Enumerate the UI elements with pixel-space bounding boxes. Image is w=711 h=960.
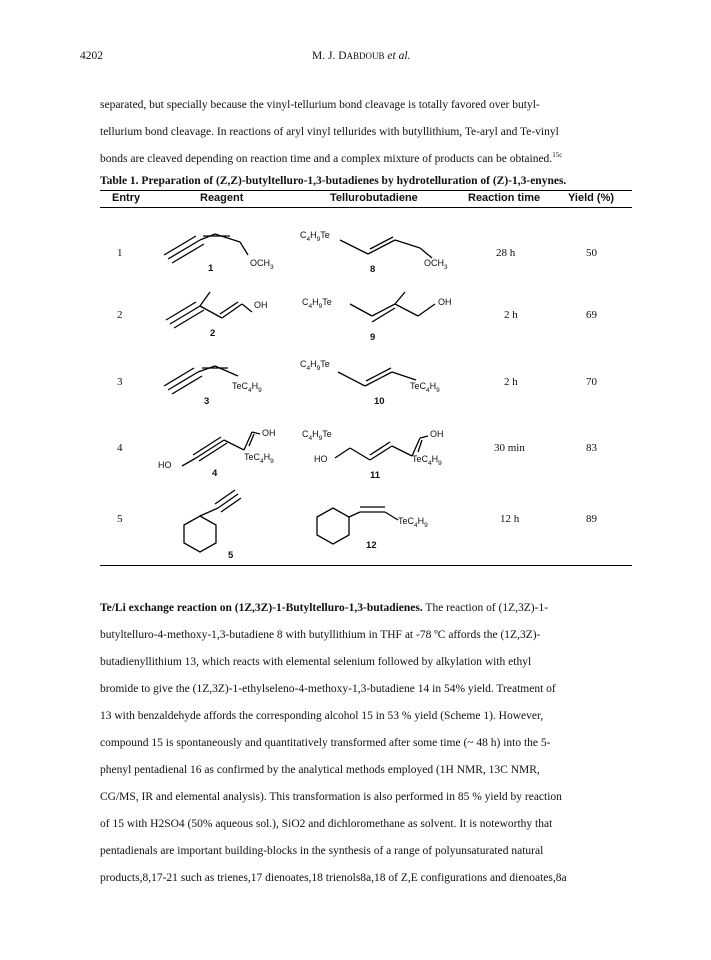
label-oh-reagent-2: OH <box>254 300 268 310</box>
label-tec4h9-product-12: $TeC_4H_9$ <box>398 516 428 529</box>
body-line-6: compound 15 is spontaneously and quantitatively transformed after some time (~ 48 h) into the 5- <box>100 737 551 749</box>
label-oh-product-9: OH <box>438 297 452 307</box>
intro-line-1: separated, but specially because the vinyl-tellurium bond cleavage is totally favored over butyl- <box>100 99 540 111</box>
label-och3-product-8: $OCH_3$ <box>424 258 448 271</box>
running-header-authors: M. J. DABDOUB et al. <box>312 50 411 62</box>
structure-product-12 <box>317 507 398 544</box>
row5-yield: 89 <box>586 513 597 525</box>
row1-entry: 1 <box>117 247 123 259</box>
structure-reagent-3 <box>164 366 238 394</box>
structure-reagent-5 <box>184 490 241 552</box>
compound-number-11: 11 <box>370 470 381 481</box>
body-line-1: Te/Li exchange reaction on (1Z,3Z)-1-Butyltelluro-1,3-butadienes. The reaction of (1Z,3Z)-1- <box>100 602 549 614</box>
header-tellurobutadiene: Tellurobutadiene <box>330 192 418 204</box>
row1-yield: 50 <box>586 247 597 259</box>
body-line-7: phenyl pentadienal 16 as confirmed by the analytical methods employed (1H NMR, 13C NMR, <box>100 764 540 776</box>
structure-product-10 <box>338 368 416 386</box>
row2-time: 2 h <box>504 309 518 321</box>
compound-number-10: 10 <box>374 396 385 407</box>
row1-time: 28 h <box>496 247 516 259</box>
label-tec4h9-product-11: $TeC_4H_9$ <box>412 454 442 467</box>
body-line-10: pentadienals are important building-blocks in the synthesis of a range of polyunsaturated natural <box>100 845 544 857</box>
compound-number-8: 8 <box>370 264 376 275</box>
compound-number-1: 1 <box>208 263 214 274</box>
compound-number-9: 9 <box>370 332 376 343</box>
compound-number-3: 3 <box>204 396 210 407</box>
label-tec4h9-reagent-3: $TeC_4H_9$ <box>232 381 262 394</box>
table-bottom-rule <box>100 565 632 566</box>
row4-entry: 4 <box>117 442 123 454</box>
intro-line-2: tellurium bond cleavage. In reactions of aryl vinyl tellurides with butyllithium, Te-aryl and Te-vinyl <box>100 126 559 138</box>
label-ho-reagent-4: HO <box>158 460 172 470</box>
row2-yield: 69 <box>586 309 597 321</box>
body-line-9: of 15 with H2SO4 (50% aqueous sol.), SiO2 and dichloromethane as solvent. It is noteworthy that <box>100 818 553 830</box>
intro-line-3: bonds are cleaved depending on reaction time and a complex mixture of products can be obtained.$^{15c}$ <box>100 151 563 165</box>
body-line-3: butadienyllithium 13, which reacts with elemental selenium followed by alkylation with ethyl <box>100 656 532 668</box>
body-line-11: products,8,17-21 such as trienes,17 dienoates,18 trienols8a,18 of Z,E configurations and dienoates,8a <box>100 872 567 884</box>
structure-reagent-1 <box>164 234 248 263</box>
row3-time: 2 h <box>504 376 518 388</box>
page-number: 4202 <box>80 50 103 62</box>
label-och3-reagent-1: $OCH_3$ <box>250 258 274 271</box>
row5-time: 12 h <box>500 513 520 525</box>
compound-number-5: 5 <box>228 550 234 561</box>
structure-product-8 <box>340 237 432 258</box>
compound-number-4: 4 <box>212 468 218 479</box>
label-c4h9te-product-8: $C_4H_9Te$ <box>300 230 330 243</box>
row5-entry: 5 <box>117 513 123 525</box>
structure-reagent-2 <box>166 292 252 328</box>
label-tec4h9-reagent-4: $TeC_4H_9$ <box>244 452 274 465</box>
row3-entry: 3 <box>117 376 123 388</box>
row2-entry: 2 <box>117 309 123 321</box>
body-line-8: CG/MS, IR and elemental analysis). This transformation is also performed in 85 % yield by reaction <box>100 791 562 803</box>
label-c4h9te-product-10: $C_4H_9Te$ <box>300 359 330 372</box>
structure-product-9 <box>350 292 435 322</box>
body-line-2: butyltelluro-4-methoxy-1,3-butadiene 8 with butyllithium in THF at -78 ºC affords the (1Z,3Z)- <box>100 629 541 641</box>
header-reagent: Reagent <box>200 192 244 204</box>
compound-number-12: 12 <box>366 540 377 551</box>
body-line-5: 13 with benzaldehyde affords the corresponding alcohol 15 in 53 % yield (Scheme 1). However, <box>100 710 544 722</box>
label-tec4h9-product-10: $TeC_4H_9$ <box>410 381 440 394</box>
label-oh-reagent-4: OH <box>262 428 276 438</box>
compound-number-2: 2 <box>210 328 216 339</box>
row4-yield: 83 <box>586 442 597 454</box>
label-oh-product-11: OH <box>430 429 444 439</box>
header-entry: Entry <box>112 192 141 204</box>
row3-yield: 70 <box>586 376 597 388</box>
label-c4h9te-product-9: $C_4H_9Te$ <box>302 297 332 310</box>
label-c4h9te-product-11: $C_4H_9Te$ <box>302 429 332 442</box>
table-caption: Table 1. Preparation of (Z,Z)-butyltelluro-1,3-butadienes by hydrotelluration of (Z)-1,3-enynes. <box>100 175 567 187</box>
header-yield: Yield (%) <box>568 192 615 204</box>
header-reaction-time: Reaction time <box>468 192 541 204</box>
body-line-4: bromide to give the (1Z,3Z)-1-ethylseleno-4-methoxy-1,3-butadiene 14 in 54% yield. Treatment of <box>100 683 556 695</box>
label-ho-product-11: HO <box>314 454 328 464</box>
row4-time: 30 min <box>494 442 525 454</box>
